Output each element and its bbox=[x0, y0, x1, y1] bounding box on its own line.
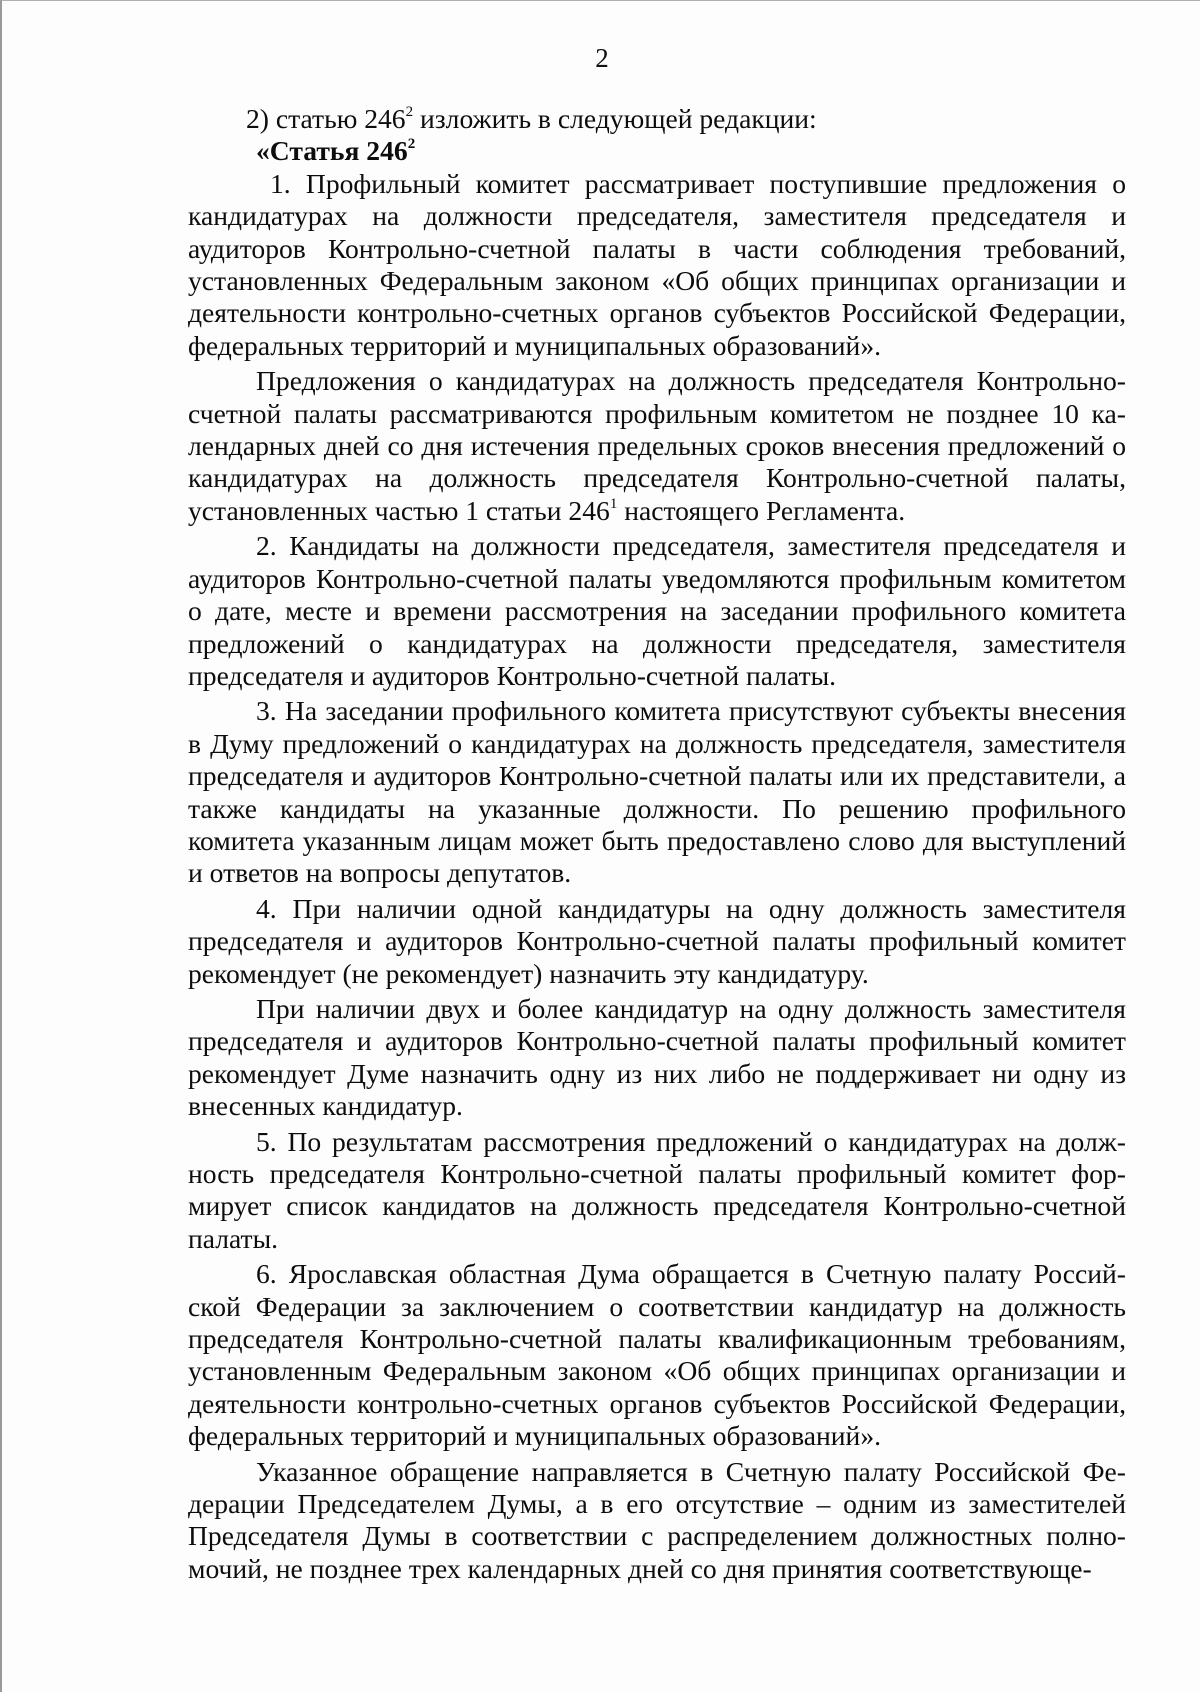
paragraph-item-6-continued: Указанное обращение направляется в Счетную палату Российской Федерации Председателем Думы, а в его отсутствие – одним из заместителей Председателя Думы в соответствии с распределением должностных полномочий, не позднее трех календарных дней со дня принятия соответствующе- bbox=[188, 1455, 1126, 1584]
article-heading bbox=[188, 135, 1126, 167]
article-heading-text: «Статья 246 bbox=[256, 135, 408, 167]
amendment-intro bbox=[188, 103, 1126, 135]
paragraph-text-end: настоящего Регламента. bbox=[617, 494, 906, 526]
article-heading-superscript: 2 bbox=[407, 136, 416, 153]
intro-superscript: 2 bbox=[405, 104, 414, 120]
intro-prefix: 2) статью 246 bbox=[246, 103, 406, 134]
paragraph-item-4: 4. При наличии одной кандидатуры на одну должность заместителя председателя и аудиторов Контрольно-счетной палаты профильный комитет рекомендует (не рекомендует) назначить эту кандидатуру. bbox=[188, 892, 1126, 989]
paragraph-item-4-continued: При наличии двух и более кандидатур на одну должность заместителя председателя и аудиторов Контрольно-счетной палаты профильный комитет рекомендует Думе назначить одну из них либо не поддерживает ни одну из внесенных кандидатур. bbox=[188, 992, 1126, 1122]
article-reference-superscript: 1 bbox=[609, 495, 618, 512]
intro-suffix: изложить в следующей редакции: bbox=[413, 103, 817, 134]
document-body bbox=[188, 103, 1126, 1585]
paragraph-item-2: 2. Кандидаты на должности председателя, заместителя председателя и аудиторов Контрольно-счетной палаты уведомляются профильным комитетом о дате, месте и времени рассмотрения на заседании профильного комитета предложений о кандидатурах на должности председателя, заместителя председателя и аудиторов Контрольно-счетной палаты. bbox=[188, 530, 1126, 691]
paragraph-item-6: 6. Ярославская областная Дума обращается в Счетную палату Российской Федерации за заключением о соответствии кандидатур на должность председателя Контрольно-счетной палаты квалификационным требованиям, установленным Федеральным законом «Об общих принципах организации и деятельности контрольно-счетных органов субъектов Российской Федерации, федеральных территорий и муниципальных образований». bbox=[188, 1258, 1126, 1452]
page-number: 2 bbox=[595, 43, 609, 73]
paragraph-item-5: 5. По результатам рассмотрения предложений о кандидатурах на должность председателя Контрольно-счетной палаты профильный комитет формирует список кандидатов на должность председателя Контрольно-счетной палаты. bbox=[188, 1125, 1126, 1254]
paragraph-text: Предложения о кандидатурах на должность председателя Контрольно-счетной палаты рассматриваются профильным комитетом не позднее 10 календарных дней со дня истечения предельных сроков внесения предложений о кандидатурах на должность председателя Контрольно-счетной палаты, установленных частью 1 статьи 246 bbox=[188, 365, 1126, 526]
paragraph-item-1: 1. Профильный комитет рассматривает поступившие предложения о кандидатурах на должности председателя, заместителя председателя и аудиторов Контрольно-счетной палаты в части соблюдения требований, установленных Федеральным законом «Об общих принципах организации и деятельности контрольно-счетных органов субъектов Российской Федерации, федеральных территорий и муниципальных образований». bbox=[188, 167, 1126, 361]
paragraph-item-1-continued bbox=[188, 365, 1126, 527]
paragraph-item-3: 3. На заседании профильного комитета присутствуют субъекты внесения в Думу предложений о кандидатурах на должность председателя, заместителя председателя и аудиторов Контрольно-счетной палаты или их представители, а также кандидаты на указанные должности. По решению профильного комитета указанным лицам может быть предоставлено слово для выступлений и ответов на вопросы депутатов. bbox=[188, 695, 1126, 889]
